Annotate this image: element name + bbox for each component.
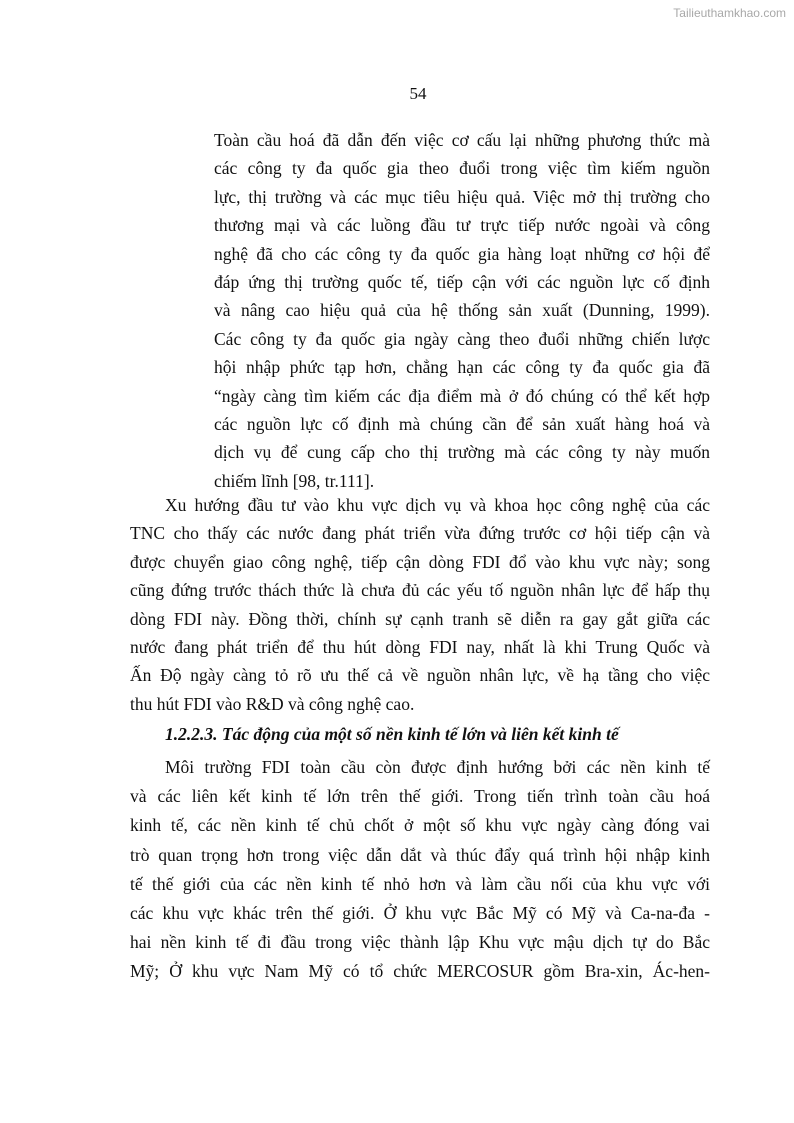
text-line: và nâng cao hiệu quả của hệ thống sản xuất (Dunning, 1999). — [214, 300, 710, 321]
paragraph-2 — [130, 753, 710, 987]
text-line: trò quan trọng hơn trong việc dẫn dắt và thúc đẩy quá trình hội nhập kinh — [130, 844, 710, 865]
text-line: và các liên kết kinh tế lớn trên thế giới. Trong tiến trình toàn cầu hoá — [130, 786, 710, 807]
text-line: dịch vụ để cung cấp cho thị trường mà các công ty này muốn — [214, 442, 710, 463]
text-line: các khu vực khác trên thế giới. Ở khu vực Bắc Mỹ có Mỹ và Ca-na-đa - — [130, 902, 710, 923]
watermark: Tailieuthamkhao.com — [673, 6, 786, 20]
text-line: hai nền kinh tế đi đầu trong việc thành lập Khu vực mậu dịch tự do Bắc — [130, 932, 710, 953]
text-line: Ấn Độ ngày càng tỏ rõ ưu thế cả về nguồn nhân lực, về hạ tầng cho việc — [130, 665, 710, 686]
text-line: thu hút FDI vào R&D và công nghệ cao. — [130, 693, 415, 714]
text-line: lực, thị trường và các mục tiêu hiệu quả. Việc mở thị trường cho — [214, 186, 710, 207]
page-number: 54 — [409, 84, 427, 103]
text-line: hội nhập phức tạp hơn, chẳng hạn các công ty đa quốc gia đã — [214, 357, 710, 378]
text-line: nước đang phát triển để thu hút dòng FDI nay, nhất là khi Trung Quốc và — [130, 636, 710, 657]
text-line: dòng FDI này. Đồng thời, chính sự cạnh tranh sẽ diễn ra gay gắt giữa các — [130, 608, 710, 629]
text-line: được chuyển giao công nghệ, tiếp cận dòng FDI đổ vào khu vực này; song — [130, 551, 710, 572]
text-line: tế thế giới của các nền kinh tế nhỏ hơn và làm cầu nối của khu vực với — [130, 873, 710, 894]
text-line: Môi trường FDI toàn cầu còn được định hướng bởi các nền kinh tế — [165, 757, 710, 777]
text-line: “ngày càng tìm kiếm các địa điểm mà ở đó chúng có thể kết hợp — [214, 385, 710, 406]
text-line: kinh tế, các nền kinh tế chủ chốt ở một số khu vực ngày càng đóng vai — [130, 815, 710, 836]
text-line: nghệ đã cho các công ty đa quốc gia hàng loạt những cơ hội để — [214, 243, 710, 264]
text-line: cũng đứng trước thách thức là chưa đủ các yếu tố nguồn nhân lực để hấp thụ — [130, 580, 710, 601]
block-quote — [214, 126, 710, 495]
text-line: Toàn cầu hoá đã dẫn đến việc cơ cấu lại những phương thức mà — [214, 130, 710, 150]
text-line: Xu hướng đầu tư vào khu vực dịch vụ và khoa học công nghệ của các — [165, 495, 710, 515]
text-line: thương mại và các luồng đầu tư trực tiếp nước ngoài và công — [214, 215, 710, 236]
text-line: đáp ứng thị trường quốc tế, tiếp cận với các nguồn lực cố định — [214, 271, 710, 292]
text-line: chiếm lĩnh [98, tr.111]. — [214, 470, 375, 491]
text-line: Mỹ; Ở khu vực Nam Mỹ có tổ chức MERCOSUR gồm Bra-xin, Ác-hen- — [130, 961, 710, 982]
text-line: Các công ty đa quốc gia ngày càng theo đuổi những chiến lược — [214, 328, 710, 349]
text-line: các nguồn lực cố định mà chúng cần để sản xuất hàng hoá và — [214, 413, 710, 434]
text-line: TNC cho thấy các nước đang phát triển vừa đứng trước cơ hội tiếp cận và — [130, 523, 710, 544]
paragraph-1 — [130, 491, 710, 718]
text-line: các công ty đa quốc gia theo đuổi trong việc tìm kiếm nguồn — [214, 158, 710, 179]
section-heading: 1.2.2.3. Tác động của một số nền kinh tế lớn và liên kết kinh tế — [165, 724, 619, 744]
